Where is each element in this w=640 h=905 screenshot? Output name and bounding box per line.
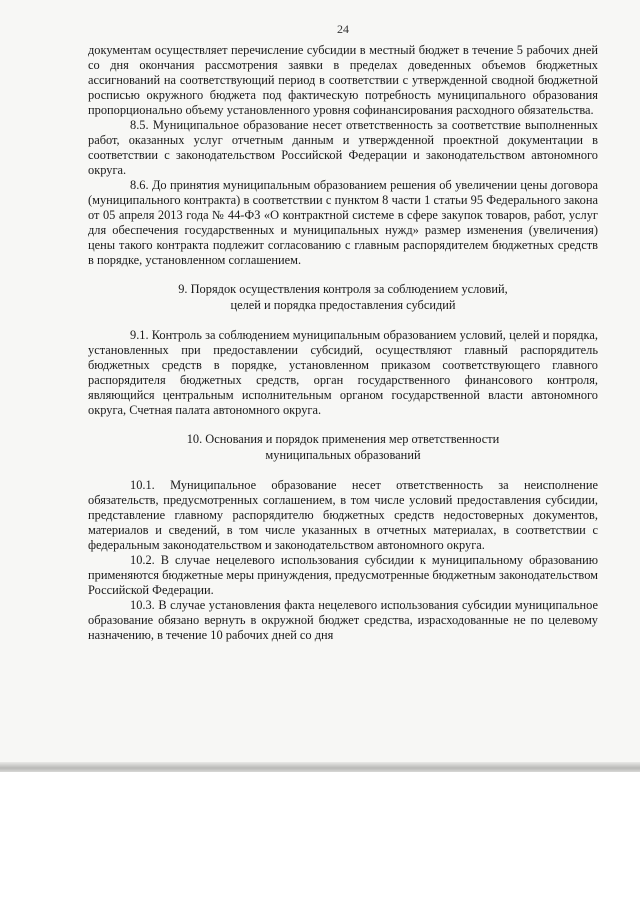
paragraph-continuation: документам осуществляет перечисление субсидии в местный бюджет в течение 5 рабочих дней со дня окончания рассмотрения заявки в пределах доведенных объемов бюджетных ассигнований на соответствующий период в соответствии с утвержденной сводной бюджетной росписью окружного бюджета под фактическую потребность муниципального образования пропорционально объему установленного уровня софинансирования расходного обязательства. — [88, 43, 598, 117]
section-10-title-line-1: 10. Основания и порядок применения мер ответственности — [186, 432, 500, 446]
section-9-title-line-2: целей и порядка предоставления субсидий — [230, 298, 456, 312]
paragraph-8-6: 8.6. До принятия муниципальным образованием решения об увеличении цены договора (муниципального контракта) в соответствии с пунктом 8 части 1 статьи 95 Федерального закона от 05 апреля 2013 года № 44-ФЗ «О контрактной системе в сфере закупок товаров, работ, услуг для обеспечения государственных и муниципальных нужд» размер изменения (увеличения) цены такого контракта подлежит согласованию с главным распорядителем бюджетных средств в порядке, установленном соглашением. — [88, 178, 598, 267]
paragraph-10-2: 10.2. В случае нецелевого использования субсидии к муниципальному образованию применяются бюджетные меры принуждения, предусмотренные бюджетным законодательством Российской Федерации. — [88, 553, 598, 597]
paragraph-9-1: 9.1. Контроль за соблюдением муниципальным образованием условий, целей и порядка, установленных при предоставлении субсидий, осуществляют главный распорядитель бюджетных средств в порядке, установленном приказом соответствующего главного распорядителя бюджетных средств, орган государственного финансового контроля, являющийся центральным исполнительным органом государственной власти автономного округа, Счетная палата автономного округа. — [88, 328, 598, 417]
paragraph-8-5: 8.5. Муниципальное образование несет ответственность за соответствие выполненных работ, оказанных услуг отчетным данным и утвержденной проектной документации в соответствии с законодательством Российской Федерации и законодательством автономного округа. — [88, 118, 598, 177]
section-10-heading — [88, 431, 598, 463]
section-9-heading — [88, 281, 598, 313]
paragraph-10-1: 10.1. Муниципальное образование несет ответственность за неисполнение обязательств, предусмотренных соглашением, в том числе условий предоставления субсидии, представление главному распорядителю бюджетных средств недостоверных документов, материалов и сведений, в том числе указанных в отчетных материалах, в соответствии с федеральным законодательством и законодательством автономного округа. — [88, 478, 598, 552]
scan-bottom-edge — [0, 762, 640, 772]
paragraph-10-3: 10.3. В случае установления факта нецелевого использования субсидии муниципальное образование обязано вернуть в окружной бюджет средства, израсходованные не по целевому назначению, в течение 10 рабочих дней со дня — [88, 598, 598, 642]
page-number: 24 — [337, 22, 349, 36]
document-body — [88, 22, 598, 643]
section-10-title-line-2: муниципальных образований — [265, 448, 421, 462]
section-9-title-line-1: 9. Порядок осуществления контроля за соблюдением условий, — [178, 282, 508, 296]
